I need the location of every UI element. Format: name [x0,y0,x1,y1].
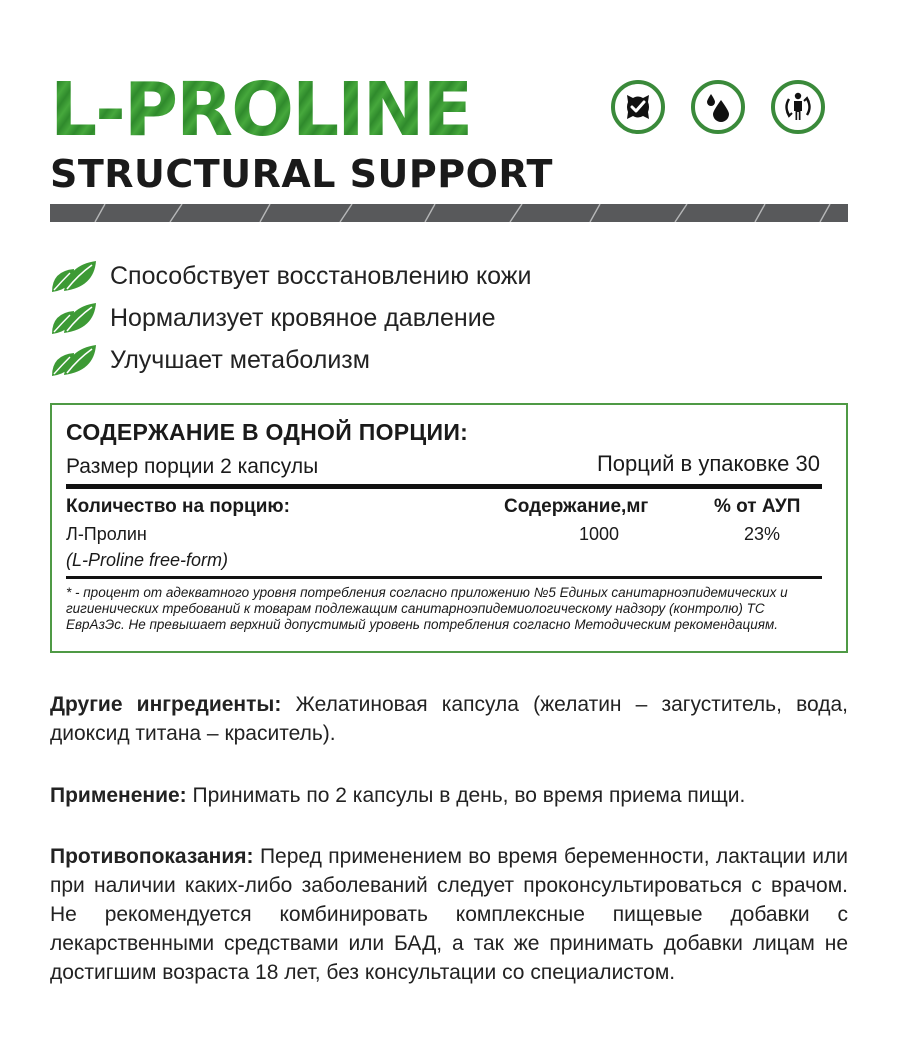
benefit-item [50,339,531,381]
other-ingredients-label: Другие ингредиенты: [50,693,282,716]
usage-instructions [50,781,848,810]
leaf-icon [50,341,100,379]
benefit-item [50,255,531,297]
product-title: L-PROLINE [50,67,472,153]
other-ingredients-text: Желатиновая капсула (желатин – загуститель, вода, диоксид титана – краситель). [50,693,848,745]
contraindications-text: Перед применением во время беременности, лактации или при наличии каких-либо заболеваний следует проконсультироваться с врачом. Не рекомендуется комбинировать комплексные пищевые добавки с лекарственными средствами или БАД, а так же принимать добавки лицам не достигшим возраста 18 лет, без консультации со специалистом. [50,845,848,984]
column-header-amount: Количество на порцию: [66,496,290,517]
decorative-stripe [50,204,848,222]
benefit-text: Улучшает метаболизм [110,345,370,374]
ingredient-latin-name: (L-Proline free-form) [66,550,229,570]
benefit-item [50,297,531,339]
other-ingredients [50,690,848,748]
serving-size: Размер порции 2 капсулы [66,455,319,478]
divider [66,484,822,489]
person-rotate-icon [771,80,825,134]
facts-title: СОДЕРЖАНИЕ В ОДНОЙ ПОРЦИИ: [66,419,469,445]
contraindications [50,842,848,987]
product-subtitle: STRUCTURAL SUPPORT [50,152,553,196]
ingredient-value: 1000 [579,524,620,544]
benefit-text: Способствует восстановлению кожи [110,261,532,290]
column-header-rda: % от АУП [714,496,801,517]
facts-footnote: * - процент от адекватного уровня потребления согласно приложению №5 Единых санитарноэпидемических и гигиенических требований к товарам подлежащим санитарноэпидемиологическому надзору (контролю) ТС ЕврАзЭс. Не превышает верхний допустимый уровень потребления согласно Методическим рекомендациям. [66,585,788,632]
ingredient-rda: 23% [744,524,781,544]
water-drops-icon [691,80,745,134]
column-header-content: Содержание,мг [504,496,649,517]
ingredient-name: Л-Пролин [66,524,147,544]
feature-icons [611,80,825,134]
leather-check-icon [611,80,665,134]
usage-label: Применение: [50,784,187,807]
leaf-icon [50,257,100,295]
divider [66,576,822,579]
benefits-list [50,255,531,381]
usage-text: Принимать по 2 капсулы в день, во время приема пищи. [186,784,746,807]
benefit-text: Нормализует кровяное давление [110,303,496,332]
supplement-facts-panel [50,403,848,653]
contraindications-label: Противопоказания: [50,845,254,868]
servings-per-pack: Порций в упаковке 30 [596,451,820,476]
leaf-icon [50,299,100,337]
